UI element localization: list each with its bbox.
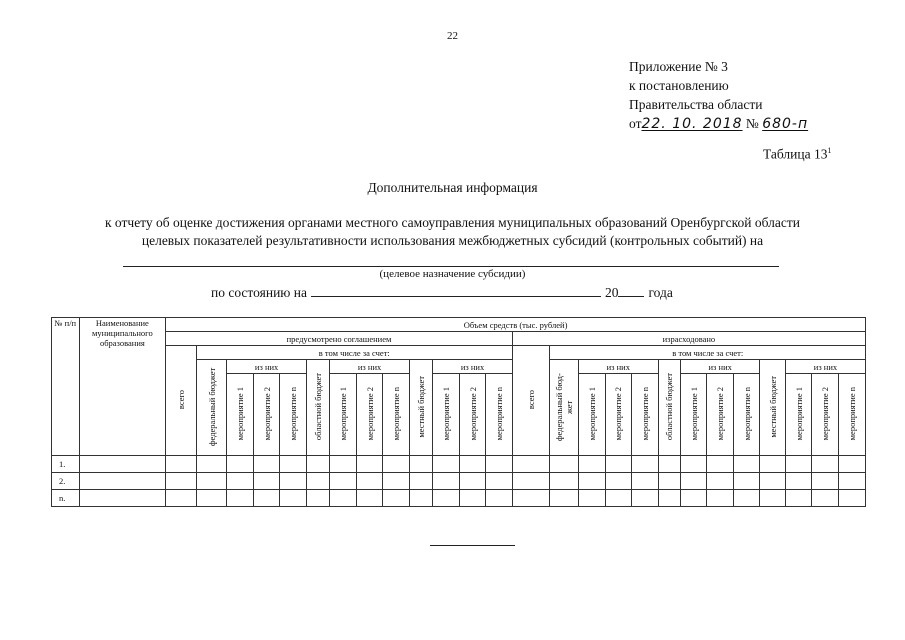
description-line-2: целевых показателей результативности использования межбюджетных субсидий (контрольных событий) на xyxy=(141,233,764,248)
table-cell[interactable] xyxy=(330,490,357,507)
header-number: № п/п xyxy=(52,318,80,456)
header-spent: израсходовано xyxy=(512,332,865,346)
table-cell[interactable] xyxy=(356,490,383,507)
header-event-n: мероприятие n xyxy=(280,374,307,456)
table-cell[interactable] xyxy=(579,456,606,473)
table-cell[interactable] xyxy=(166,456,197,473)
table-cell[interactable] xyxy=(433,490,460,507)
table-label xyxy=(763,146,832,163)
header-event-1: мероприятие 1 xyxy=(680,374,707,456)
table-cell[interactable] xyxy=(707,473,734,490)
header-agreed-federal: федеральный бюджет xyxy=(196,360,227,456)
header-event-1: мероприятие 1 xyxy=(579,374,606,456)
blank-fill-line xyxy=(123,266,779,267)
table-cell[interactable] xyxy=(409,456,432,473)
table-cell[interactable] xyxy=(253,490,280,507)
table-cell[interactable] xyxy=(227,490,254,507)
table-cell[interactable] xyxy=(196,473,227,490)
header-of-them: из них xyxy=(680,360,760,374)
header-agreed-regional: областной бюджет xyxy=(306,360,329,456)
handwritten-date: 22. 10. 2018 xyxy=(641,116,743,132)
table-cell[interactable] xyxy=(838,456,865,473)
date-blank xyxy=(311,283,601,297)
header-event-n: мероприятие n xyxy=(733,374,760,456)
as-of-line xyxy=(211,283,673,301)
header-of-them: из них xyxy=(785,360,865,374)
table-cell[interactable] xyxy=(812,473,839,490)
appendix-line-2: к постановлению xyxy=(629,78,729,93)
table-cell[interactable] xyxy=(605,456,632,473)
table-cell[interactable] xyxy=(253,456,280,473)
header-event-1: мероприятие 1 xyxy=(227,374,254,456)
table-cell[interactable] xyxy=(383,456,410,473)
appendix-date-line xyxy=(629,114,808,134)
header-spent-local: местный бюджет xyxy=(760,360,785,456)
table-row xyxy=(52,473,866,490)
table-row xyxy=(52,456,866,473)
table-cell[interactable] xyxy=(632,490,659,507)
header-event-n: мероприятие n xyxy=(632,374,659,456)
table-cell[interactable] xyxy=(383,473,410,490)
header-event-2: мероприятие 2 xyxy=(459,374,486,456)
header-municipality: Наименование муниципального образования xyxy=(79,318,166,456)
table-cell[interactable] xyxy=(512,456,550,473)
header-agreed-total: всего xyxy=(166,346,197,456)
header-of-them: из них xyxy=(579,360,659,374)
header-event-2: мероприятие 2 xyxy=(253,374,280,456)
table-label-text: Таблица 13 xyxy=(763,146,828,162)
table-cell[interactable] xyxy=(658,490,680,507)
table-cell[interactable] xyxy=(632,456,659,473)
header-event-n: мероприятие n xyxy=(838,374,865,456)
table-cell[interactable] xyxy=(409,473,432,490)
table-cell[interactable] xyxy=(79,456,166,473)
header-volume: Объем средств (тыс. рублей) xyxy=(166,318,866,332)
header-event-2: мероприятие 2 xyxy=(812,374,839,456)
header-event-2: мероприятие 2 xyxy=(356,374,383,456)
table-cell[interactable] xyxy=(253,473,280,490)
table-row xyxy=(52,490,866,507)
header-event-1: мероприятие 1 xyxy=(433,374,460,456)
table-cell[interactable] xyxy=(838,473,865,490)
document-description xyxy=(40,214,865,250)
table-cell[interactable] xyxy=(459,490,486,507)
table-cell[interactable] xyxy=(733,490,760,507)
table-cell[interactable] xyxy=(605,490,632,507)
table-cell[interactable] xyxy=(227,456,254,473)
footnote-separator xyxy=(430,545,515,546)
table-cell[interactable] xyxy=(459,473,486,490)
table-cell[interactable] xyxy=(196,490,227,507)
table-cell[interactable] xyxy=(409,490,432,507)
table-cell[interactable] xyxy=(486,456,513,473)
table-cell[interactable] xyxy=(79,473,166,490)
header-agreed-including: в том числе за счет: xyxy=(196,346,512,360)
row-number: n. xyxy=(52,490,80,507)
table-cell[interactable] xyxy=(632,473,659,490)
table-label-superscript: 1 xyxy=(827,146,832,155)
as-of-suffix: года xyxy=(648,285,673,300)
table-cell[interactable] xyxy=(785,456,812,473)
table-cell[interactable] xyxy=(579,490,606,507)
appendix-line-1: Приложение № 3 xyxy=(629,59,728,74)
header-of-them: из них xyxy=(433,360,513,374)
table-cell[interactable] xyxy=(227,473,254,490)
header-event-n: мероприятие n xyxy=(383,374,410,456)
description-line-1: к отчету об оценке достижения органами местного самоуправления муниципальных образований Оренбургской области xyxy=(105,215,800,230)
table-cell[interactable] xyxy=(658,473,680,490)
table-cell[interactable] xyxy=(459,456,486,473)
table-cell[interactable] xyxy=(512,473,550,490)
header-event-2: мероприятие 2 xyxy=(605,374,632,456)
row-number: 2. xyxy=(52,473,80,490)
date-prefix: от xyxy=(629,116,642,131)
header-event-1: мероприятие 1 xyxy=(330,374,357,456)
year-blank xyxy=(618,283,644,297)
table-cell[interactable] xyxy=(760,456,785,473)
appendix-block xyxy=(629,57,808,134)
header-of-them: из них xyxy=(227,360,307,374)
table-cell[interactable] xyxy=(812,490,839,507)
table-cell[interactable] xyxy=(785,490,812,507)
document-title: Дополнительная информация xyxy=(367,180,538,195)
handwritten-number: 680-п xyxy=(762,116,809,132)
header-agreed: предусмотрено соглашением xyxy=(166,332,513,346)
blank-caption: (целевое назначение субсидии) xyxy=(379,268,526,280)
table-cell[interactable] xyxy=(486,490,513,507)
table-cell[interactable] xyxy=(280,456,307,473)
header-spent-including: в том числе за счет: xyxy=(550,346,866,360)
table-cell[interactable] xyxy=(166,473,197,490)
table-cell[interactable] xyxy=(306,473,329,490)
table-body xyxy=(52,456,866,507)
table-cell[interactable] xyxy=(579,473,606,490)
table-cell[interactable] xyxy=(733,456,760,473)
table-cell[interactable] xyxy=(280,490,307,507)
table-cell[interactable] xyxy=(550,473,579,490)
year-prefix: 20 xyxy=(604,285,619,300)
table-cell[interactable] xyxy=(196,456,227,473)
table-cell[interactable] xyxy=(512,490,550,507)
table-cell[interactable] xyxy=(280,473,307,490)
table-cell[interactable] xyxy=(306,490,329,507)
header-event-2: мероприятие 2 xyxy=(707,374,734,456)
table-cell[interactable] xyxy=(707,490,734,507)
header-event-n: мероприятие n xyxy=(486,374,513,456)
page-number: 22 xyxy=(447,30,458,42)
table-cell[interactable] xyxy=(605,473,632,490)
row-number: 1. xyxy=(52,456,80,473)
table-cell[interactable] xyxy=(707,456,734,473)
number-prefix: № xyxy=(745,116,759,131)
header-of-them: из них xyxy=(330,360,410,374)
table-cell[interactable] xyxy=(550,456,579,473)
table-cell[interactable] xyxy=(733,473,760,490)
table-cell[interactable] xyxy=(79,490,166,507)
table-cell[interactable] xyxy=(166,490,197,507)
table-cell[interactable] xyxy=(760,473,785,490)
table-cell[interactable] xyxy=(812,456,839,473)
table-cell[interactable] xyxy=(680,473,707,490)
table-cell[interactable] xyxy=(658,456,680,473)
header-event-1: мероприятие 1 xyxy=(785,374,812,456)
header-spent-total: всего xyxy=(512,346,550,456)
table-cell[interactable] xyxy=(486,473,513,490)
appendix-line-3: Правительства области xyxy=(629,97,763,112)
table-cell[interactable] xyxy=(550,490,579,507)
table-cell[interactable] xyxy=(680,490,707,507)
table-cell[interactable] xyxy=(383,490,410,507)
as-of-prefix: по состоянию на xyxy=(211,285,307,300)
table-cell[interactable] xyxy=(306,456,329,473)
table-cell[interactable] xyxy=(433,473,460,490)
table-cell[interactable] xyxy=(330,473,357,490)
table-cell[interactable] xyxy=(356,473,383,490)
table-cell[interactable] xyxy=(838,490,865,507)
table-cell[interactable] xyxy=(760,490,785,507)
header-spent-federal: федеральный бюд-жет xyxy=(550,360,579,456)
table-cell[interactable] xyxy=(356,456,383,473)
table-cell[interactable] xyxy=(785,473,812,490)
table-cell[interactable] xyxy=(433,456,460,473)
header-spent-regional: областной бюджет xyxy=(658,360,680,456)
report-table xyxy=(51,317,866,507)
header-agreed-local: местный бюджет xyxy=(409,360,432,456)
table-cell[interactable] xyxy=(330,456,357,473)
table-cell[interactable] xyxy=(680,456,707,473)
